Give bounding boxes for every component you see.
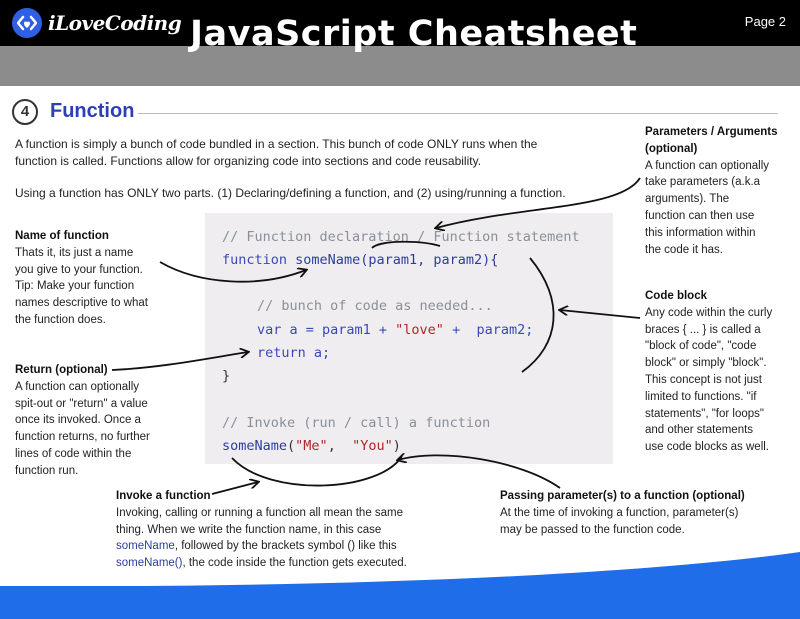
codeblock-line: statements", "for loops" bbox=[645, 407, 764, 420]
code-string-love: "love" bbox=[395, 322, 444, 338]
codeblock-line: and other statements bbox=[645, 424, 754, 437]
brand-name: iLoveCoding bbox=[48, 11, 182, 35]
return-line: lines of code within the bbox=[15, 447, 132, 460]
code-call-arg1: "Me" bbox=[295, 438, 328, 454]
codeblock-line: block" or simply "block". bbox=[645, 357, 767, 370]
code-keyword-function: function bbox=[222, 252, 288, 268]
intro-line-2: function is called. Functions allow for organizing code into sections and code reusability. bbox=[15, 154, 482, 168]
arrow-to-invoke bbox=[212, 482, 258, 494]
page-number: Page 2 bbox=[744, 14, 786, 29]
params-line: function can then use bbox=[645, 209, 755, 222]
code-comment-declaration: // Function declaration / Function statement bbox=[222, 229, 580, 245]
invoke-line: Invoking, calling or running a function all mean the same bbox=[116, 506, 404, 519]
intro-line-1: A function is simply a bunch of code bundled in a section. This bunch of code ONLY runs when the bbox=[15, 137, 538, 151]
code-block-bracket bbox=[522, 258, 554, 372]
codeblock-line: Any code within the curly bbox=[645, 306, 773, 319]
invoke-call-highlight: someName() bbox=[116, 557, 183, 570]
codeblock-line: This concept is not just bbox=[645, 373, 762, 386]
passing-title: Passing parameter(s) to a function (optional) bbox=[500, 490, 745, 502]
code-comment-body: // bunch of code as needed... bbox=[257, 298, 493, 314]
code-comment-invoke: // Invoke (run / call) a function bbox=[222, 415, 491, 431]
code-close-brace: } bbox=[222, 368, 231, 384]
params-line: A function can optionally bbox=[645, 159, 770, 172]
invoke-title: Invoke a function bbox=[116, 490, 211, 502]
name-line: Thats it, its just a name bbox=[15, 246, 134, 259]
params-line: the code it has. bbox=[645, 243, 723, 256]
invocation-underline-arc bbox=[232, 456, 402, 486]
codeblock-line: use code blocks as well. bbox=[645, 441, 770, 454]
params-line: arguments). The bbox=[645, 193, 730, 206]
intro-line-3: Using a function has ONLY two parts. (1) Declaring/defining a function, and (2) using/running a function. bbox=[15, 186, 566, 200]
invoke-name-highlight: someName bbox=[116, 540, 175, 553]
name-line: names descriptive to what bbox=[15, 297, 148, 310]
return-line: function run. bbox=[15, 464, 79, 477]
code-declared-name: someName bbox=[295, 252, 361, 268]
code-call-close: ) bbox=[392, 438, 401, 454]
section-number-badge: 4 bbox=[12, 99, 38, 125]
codeblock-line: "block of code", "code bbox=[645, 340, 757, 353]
codeblock-line: braces { ... } is called a bbox=[645, 323, 761, 336]
passing-line: At the time of invoking a function, parameter(s) bbox=[500, 506, 739, 519]
name-line: Tip: Make your function bbox=[15, 280, 135, 293]
params-underline-arc bbox=[372, 242, 440, 248]
code-return-value: a; bbox=[305, 345, 331, 361]
code-var-before: var a = param1 + bbox=[257, 322, 396, 338]
return-line: function returns, no further bbox=[15, 431, 150, 444]
arrow-to-code-block bbox=[560, 310, 640, 318]
footer-bar bbox=[0, 586, 800, 619]
name-line: the function does. bbox=[15, 313, 106, 326]
return-title: Return (optional) bbox=[15, 364, 108, 376]
invoke-line: thing. When we write the function name, in this case bbox=[116, 523, 382, 536]
code-call-sep: , bbox=[327, 438, 353, 454]
code-call-arg2: "You" bbox=[352, 438, 393, 454]
code-keyword-return: return bbox=[257, 345, 306, 361]
params-title-optional: (optional) bbox=[645, 142, 698, 155]
arrow-to-return bbox=[112, 352, 248, 370]
params-line: take parameters (a.k.a bbox=[645, 176, 761, 189]
invoke-line-rest: , the code inside the function gets executed. bbox=[182, 557, 407, 570]
arrow-to-params bbox=[436, 178, 640, 228]
page-title: JavaScript Cheatsheet bbox=[190, 14, 638, 54]
invoke-line-rest: , followed by the brackets symbol () like this bbox=[174, 540, 397, 553]
codeblock-title: Code block bbox=[645, 290, 707, 302]
name-line: you give to your function. bbox=[15, 263, 143, 276]
bottom-wave bbox=[0, 548, 800, 588]
section-title: Function bbox=[50, 100, 135, 122]
name-title: Name of function bbox=[15, 230, 109, 242]
return-line: spit-out or "return" a value bbox=[15, 397, 148, 410]
arrow-to-name bbox=[160, 262, 306, 282]
passing-line: may be passed to the function code. bbox=[500, 523, 685, 536]
code-declared-params: (param1, param2){ bbox=[360, 252, 499, 268]
code-var-after: + param2; bbox=[443, 322, 534, 338]
params-line: this information within bbox=[645, 226, 756, 239]
params-title: Parameters / Arguments bbox=[645, 126, 778, 138]
code-call-open: ( bbox=[287, 438, 296, 454]
return-line: A function can optionally bbox=[15, 380, 140, 393]
code-call-name: someName bbox=[222, 438, 288, 454]
codeblock-line: limited to functions. "if bbox=[645, 390, 757, 403]
arrow-to-arguments bbox=[398, 455, 560, 488]
return-line: once its invoked. Once a bbox=[15, 414, 141, 427]
